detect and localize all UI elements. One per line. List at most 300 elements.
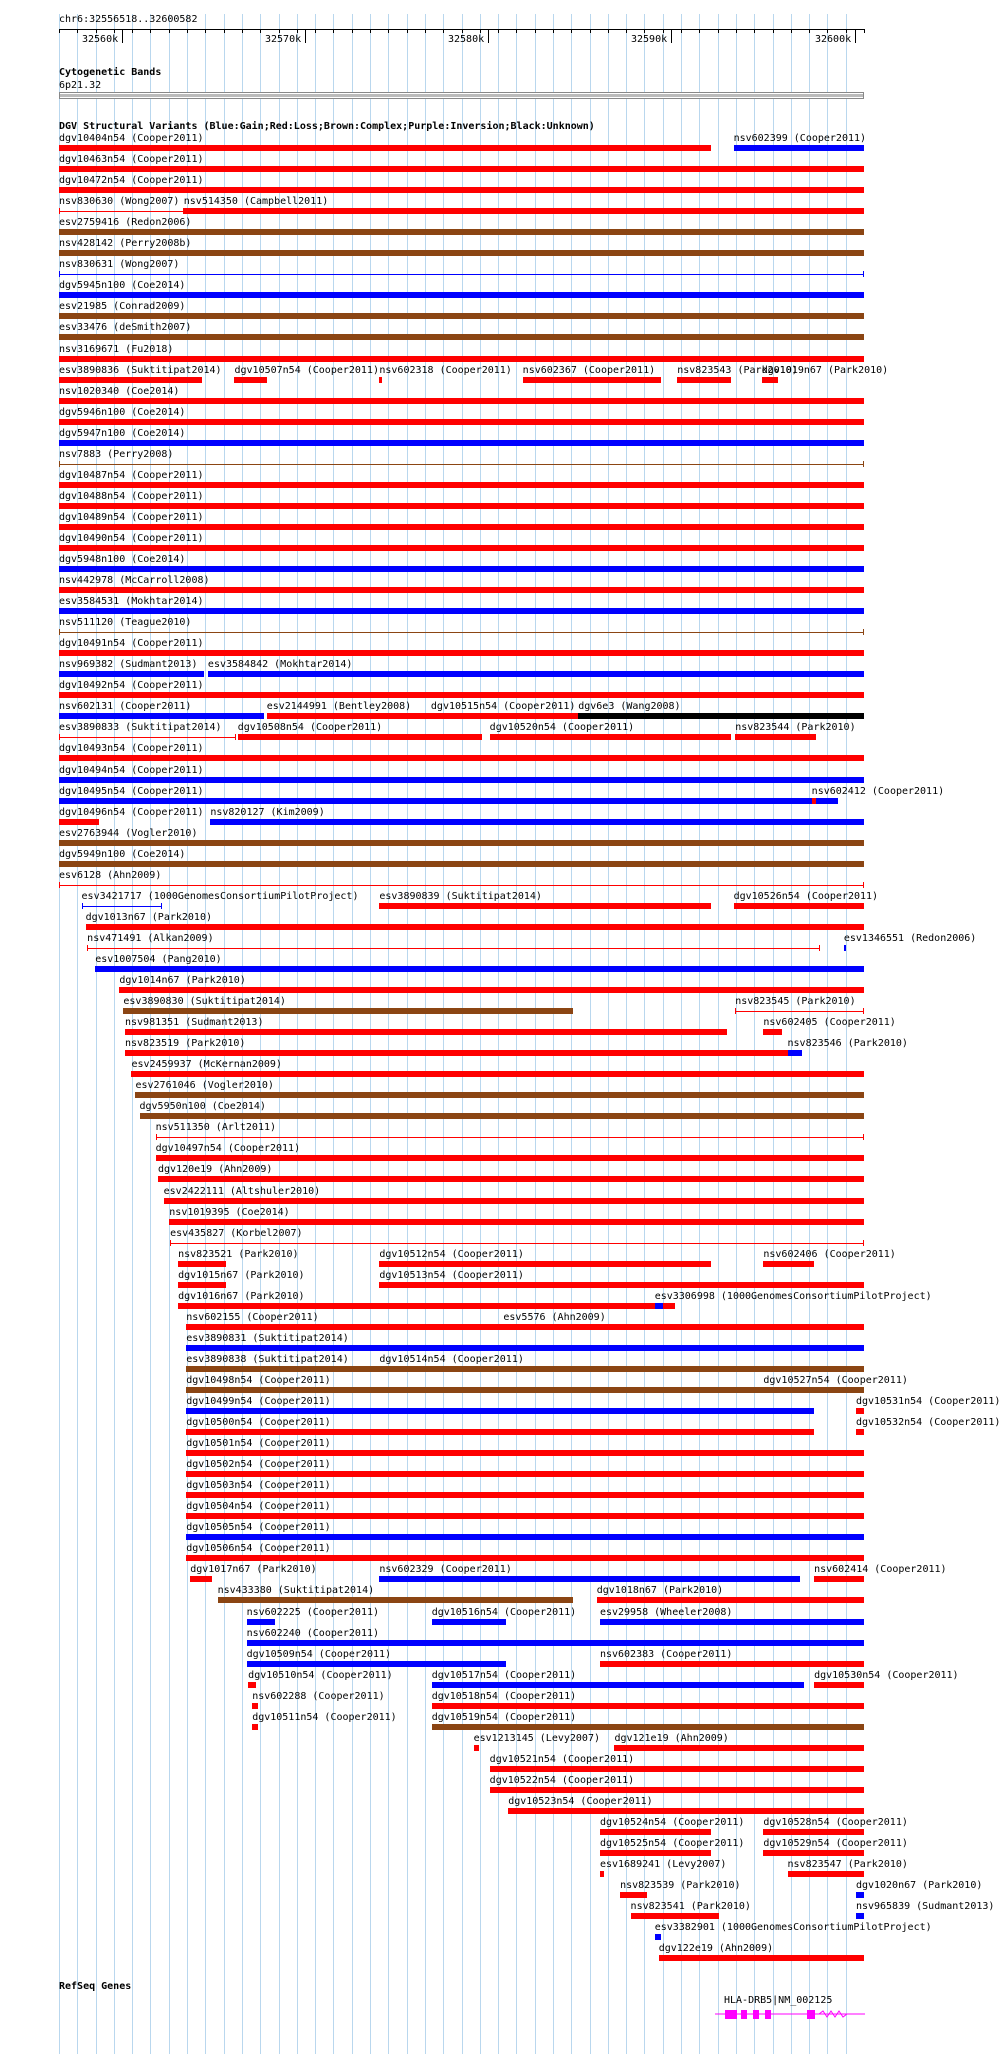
variant-bar-gain[interactable] bbox=[82, 906, 163, 907]
variant-label[interactable]: nsv3169671 (Fu2018) bbox=[59, 343, 174, 355]
variant-bar-complex[interactable] bbox=[59, 250, 864, 256]
variant-bar-gain[interactable] bbox=[59, 274, 864, 275]
variant-bar-loss[interactable] bbox=[59, 377, 202, 383]
variant-bar-loss[interactable] bbox=[87, 948, 820, 949]
variant-label[interactable]: dgv10508n54 (Cooper2011) bbox=[237, 722, 383, 734]
ruler-minor-tick bbox=[846, 29, 847, 33]
cyto-band-bar[interactable] bbox=[59, 92, 864, 99]
variant-label[interactable]: dgv10518n54 (Cooper2011) bbox=[431, 1690, 577, 1702]
variant-bar-gain[interactable] bbox=[788, 1050, 802, 1056]
variant-label[interactable]: nsv823521 (Park2010) bbox=[178, 1248, 299, 1260]
variant-bar-loss[interactable] bbox=[252, 1724, 258, 1730]
variant-bar-loss[interactable] bbox=[156, 1137, 864, 1138]
grid-line bbox=[96, 14, 97, 2054]
ruler-tick-label: 32590k bbox=[631, 34, 668, 45]
variant-bar-loss[interactable] bbox=[59, 545, 864, 551]
variant-label[interactable]: dgv120e19 (Ahn2009) bbox=[158, 1164, 273, 1176]
variant-bar-unknown[interactable] bbox=[578, 713, 864, 719]
variant-label[interactable]: esv29958 (Wheeler2008) bbox=[599, 1606, 733, 1618]
variant-label[interactable]: esv5576 (Ahn2009) bbox=[503, 1311, 606, 1323]
variant-bar-loss[interactable] bbox=[59, 650, 864, 656]
variant-label[interactable]: esv1007504 (Pang2010) bbox=[95, 953, 222, 965]
variant-label[interactable]: nsv511120 (Teague2010) bbox=[59, 617, 192, 629]
variant-label[interactable]: nsv511350 (Arlt2011) bbox=[155, 1122, 277, 1134]
variant-label[interactable]: dgv10532n54 (Cooper2011) bbox=[855, 1417, 1000, 1429]
variant-bar-loss[interactable] bbox=[169, 1219, 864, 1225]
variant-label[interactable]: dgv10523n54 (Cooper2011) bbox=[508, 1795, 653, 1807]
variant-label[interactable]: esv2144991 (Bentley2008) bbox=[266, 701, 412, 713]
variant-bar-loss[interactable] bbox=[600, 1661, 864, 1667]
variant-label[interactable]: dgv10505n54 (Cooper2011) bbox=[186, 1522, 331, 1534]
variant-label[interactable]: esv3890838 (Suktitipat2014) bbox=[186, 1353, 349, 1365]
variant-label[interactable]: nsv823547 (Park2010) bbox=[787, 1859, 908, 1871]
variant-label[interactable]: dgv5947n100 (Coe2014) bbox=[59, 427, 186, 439]
variant-label[interactable]: esv2759416 (Redon2006) bbox=[59, 217, 192, 229]
variant-label[interactable]: dgv1018n67 (Park2010) bbox=[596, 1585, 724, 1597]
variant-label[interactable]: dgv10529n54 (Cooper2011) bbox=[763, 1838, 908, 1850]
variant-label[interactable]: nsv471491 (Alkan2009) bbox=[87, 932, 214, 944]
variant-label[interactable]: dgv10527n54 (Cooper2011) bbox=[763, 1374, 908, 1386]
variant-label[interactable]: nsv602131 (Cooper2011) bbox=[59, 701, 192, 713]
variant-label[interactable]: dgv10514n54 (Cooper2011) bbox=[379, 1353, 524, 1365]
ruler-minor-tick bbox=[114, 29, 115, 33]
variant-label[interactable]: esv3890833 (Suktitipat2014) bbox=[59, 722, 222, 734]
variant-bar-loss[interactable] bbox=[659, 1955, 864, 1961]
variant-bar-loss[interactable] bbox=[59, 503, 864, 509]
variant-bar-loss[interactable] bbox=[178, 1303, 675, 1309]
variant-bar-complex[interactable] bbox=[140, 1113, 865, 1119]
variant-label[interactable]: dgv10489n54 (Cooper2011) bbox=[59, 511, 204, 523]
variant-bar-loss[interactable] bbox=[620, 1892, 647, 1898]
variant-bar-loss[interactable] bbox=[190, 1576, 212, 1582]
ruler-minor-tick bbox=[516, 29, 517, 33]
variant-bar-gain[interactable] bbox=[247, 1640, 864, 1646]
variant-label[interactable]: nsv602318 (Cooper2011) bbox=[379, 364, 512, 376]
variant-label[interactable]: nsv602155 (Cooper2011) bbox=[186, 1311, 319, 1323]
variant-bar-loss[interactable] bbox=[597, 1597, 864, 1603]
variant-bar-loss[interactable] bbox=[59, 356, 864, 362]
ruler-minor-tick bbox=[754, 29, 755, 33]
variant-label[interactable]: esv6128 (Ahn2009) bbox=[59, 869, 162, 881]
variant-label[interactable]: dgv1016n67 (Park2010) bbox=[178, 1290, 305, 1302]
variant-bar-gain[interactable] bbox=[856, 1892, 864, 1898]
variant-label[interactable]: esv3890839 (Suktitipat2014) bbox=[379, 890, 542, 902]
variant-label[interactable]: dgv5945n100 (Coe2014) bbox=[59, 280, 186, 292]
variant-label[interactable]: nsv433380 (Suktitipat2014) bbox=[217, 1585, 375, 1597]
variant-bar-complex[interactable] bbox=[59, 464, 864, 465]
variant-bar-gain[interactable] bbox=[734, 145, 864, 151]
variant-bar-complex[interactable] bbox=[59, 229, 864, 235]
variant-label[interactable]: nsv965839 (Sudmant2013) bbox=[855, 1901, 995, 1913]
variant-bar-gain[interactable] bbox=[59, 777, 864, 783]
variant-label[interactable]: dgv10463n54 (Cooper2011) bbox=[59, 154, 204, 166]
variant-label[interactable]: dgv10515n54 (Cooper2011) bbox=[430, 701, 576, 713]
variant-bar-loss[interactable] bbox=[763, 1029, 782, 1035]
variant-bar-loss[interactable] bbox=[186, 1324, 506, 1330]
variant-bar-gain[interactable] bbox=[59, 798, 838, 804]
variant-label[interactable]: nsv981351 (Sudmant2013) bbox=[125, 1017, 264, 1029]
variant-bar-loss[interactable] bbox=[814, 1682, 864, 1688]
cyto-track-title: Cytogenetic Bands bbox=[59, 67, 162, 78]
variant-label[interactable]: esv21985 (Conrad2009) bbox=[59, 301, 186, 313]
variant-label[interactable]: esv33476 (deSmith2007) bbox=[59, 322, 192, 334]
variant-label[interactable]: nsv602406 (Cooper2011) bbox=[763, 1248, 896, 1260]
ruler-minor-tick bbox=[681, 29, 682, 33]
variant-label[interactable]: dgv1014n67 (Park2010) bbox=[119, 975, 246, 986]
variant-bar-loss[interactable] bbox=[763, 1850, 864, 1856]
variant-label[interactable]: nsv602288 (Cooper2011) bbox=[252, 1690, 385, 1702]
variant-label[interactable]: dgv10502n54 (Cooper2011) bbox=[186, 1459, 331, 1471]
variant-label[interactable]: nsv514350 (Campbell2011) bbox=[183, 196, 329, 208]
variant-bar-complex[interactable] bbox=[135, 1092, 864, 1098]
variant-label[interactable]: dgv10531n54 (Cooper2011) bbox=[855, 1396, 1000, 1407]
ruler-tick bbox=[122, 29, 123, 43]
variant-bar-loss[interactable] bbox=[186, 1555, 864, 1561]
variant-label[interactable]: dgv10487n54 (Cooper2011) bbox=[59, 469, 204, 481]
variant-label[interactable]: dgv10503n54 (Cooper2011) bbox=[186, 1480, 331, 1492]
variant-label[interactable]: dgv10504n54 (Cooper2011) bbox=[186, 1501, 331, 1513]
variant-bar-loss[interactable] bbox=[614, 1745, 864, 1751]
variant-label[interactable]: dgv10495n54 (Cooper2011) bbox=[59, 785, 204, 797]
variant-label[interactable]: esv1689241 (Levy2007) bbox=[599, 1859, 727, 1871]
variant-bar-loss[interactable] bbox=[59, 524, 864, 530]
ruler-minor-tick bbox=[96, 29, 97, 33]
variant-label[interactable]: esv3584842 (Mokhtar2014) bbox=[207, 659, 353, 671]
variant-bar-loss[interactable] bbox=[490, 1766, 864, 1772]
variant-label[interactable]: dgv1013n67 (Park2010) bbox=[85, 911, 212, 923]
variant-label[interactable]: esv1213145 (Levy2007) bbox=[473, 1732, 600, 1744]
variant-bar-gain[interactable] bbox=[59, 713, 264, 719]
variant-label[interactable]: nsv602405 (Cooper2011) bbox=[763, 1017, 896, 1029]
variant-bar-loss[interactable] bbox=[812, 798, 816, 804]
variant-label[interactable]: nsv830630 (Wong2007) bbox=[59, 196, 180, 208]
variant-bar-gain[interactable] bbox=[59, 440, 864, 446]
variant-label[interactable]: nsv830631 (Wong2007) bbox=[59, 259, 180, 271]
variant-label[interactable]: nsv823544 (Park2010) bbox=[735, 722, 856, 734]
ruler-tick bbox=[671, 29, 672, 43]
variant-label[interactable]: dgv10490n54 (Cooper2011) bbox=[59, 532, 204, 544]
ruler-minor-tick bbox=[297, 29, 298, 33]
variant-bar-cap bbox=[235, 734, 236, 740]
variant-bar-gain[interactable] bbox=[59, 292, 864, 298]
variant-label[interactable]: esv3890836 (Suktitipat2014) bbox=[59, 364, 222, 376]
variant-bar-complex[interactable] bbox=[379, 1366, 864, 1372]
refseq-gene-structure[interactable] bbox=[715, 2004, 865, 2024]
variant-bar-loss[interactable] bbox=[158, 1176, 864, 1182]
variant-bar-loss[interactable] bbox=[379, 903, 711, 909]
variant-label[interactable]: dgv10472n54 (Cooper2011) bbox=[59, 175, 204, 187]
ruler-minor-tick bbox=[224, 29, 225, 33]
variant-label[interactable]: esv2763944 (Vogler2010) bbox=[59, 827, 198, 839]
variant-label[interactable]: esv3890830 (Suktitipat2014) bbox=[123, 996, 286, 1008]
variant-label[interactable]: dgv10524n54 (Cooper2011) bbox=[599, 1817, 745, 1828]
variant-label[interactable]: esv3890831 (Suktitipat2014) bbox=[186, 1332, 349, 1344]
variant-bar-gain[interactable] bbox=[432, 1619, 506, 1625]
variant-bar-loss[interactable] bbox=[490, 734, 732, 740]
variant-bar-gain[interactable] bbox=[247, 1661, 506, 1667]
variant-bar-gain[interactable] bbox=[59, 608, 864, 614]
variant-bar-gain[interactable] bbox=[247, 1619, 275, 1625]
variant-bar-gain[interactable] bbox=[655, 1934, 661, 1940]
variant-bar-loss[interactable] bbox=[600, 1829, 711, 1835]
variant-bar-complex[interactable] bbox=[123, 1008, 572, 1014]
variant-label[interactable]: nsv442978 (McCarroll2008) bbox=[59, 575, 210, 587]
variant-bar-cap bbox=[863, 629, 864, 635]
variant-label[interactable]: nsv823546 (Park2010) bbox=[787, 1038, 908, 1050]
variant-bar-loss[interactable] bbox=[59, 187, 864, 193]
variant-bar-loss[interactable] bbox=[735, 734, 816, 740]
variant-label[interactable]: nsv820127 (Kim2009) bbox=[210, 806, 325, 818]
ruler-minor-tick bbox=[59, 29, 60, 33]
variant-bar-loss[interactable] bbox=[186, 1471, 864, 1477]
variant-label[interactable]: nsv823543 (Park2010) bbox=[677, 364, 798, 376]
variant-label[interactable]: dgv121e19 (Ahn2009) bbox=[614, 1732, 729, 1744]
variant-label[interactable]: dgv10525n54 (Cooper2011) bbox=[599, 1838, 745, 1850]
variant-label[interactable]: dgv10530n54 (Cooper2011) bbox=[814, 1669, 959, 1681]
variant-bar-gain[interactable] bbox=[379, 1576, 799, 1582]
ruler-tick bbox=[305, 29, 306, 43]
ruler-minor-tick bbox=[443, 29, 444, 33]
variant-bar-gain[interactable] bbox=[856, 1913, 864, 1919]
refseq-gene-label[interactable]: HLA-DRB5|NM_002125 bbox=[724, 1995, 833, 2006]
variant-bar-cap bbox=[59, 734, 60, 740]
variant-bar-loss[interactable] bbox=[125, 1050, 788, 1056]
variant-label[interactable]: dgv5948n100 (Coe2014) bbox=[59, 554, 186, 565]
grid-line bbox=[114, 14, 115, 2054]
variant-bar-cap bbox=[87, 945, 88, 951]
variant-bar-gain[interactable] bbox=[186, 1345, 864, 1351]
variant-label[interactable]: dgv10520n54 (Cooper2011) bbox=[489, 722, 635, 734]
variant-bar-complex[interactable] bbox=[59, 334, 864, 340]
variant-bar-complex[interactable] bbox=[59, 632, 864, 633]
variant-bar-loss[interactable] bbox=[131, 1071, 864, 1077]
variant-label[interactable]: esv2422111 (Altshuler2010) bbox=[163, 1185, 321, 1197]
variant-label[interactable]: dgv10506n54 (Cooper2011) bbox=[186, 1543, 331, 1555]
variant-bar-complex[interactable] bbox=[59, 840, 864, 846]
variant-bar-loss[interactable] bbox=[252, 1703, 258, 1709]
variant-bar-complex[interactable] bbox=[763, 1387, 864, 1393]
variant-bar-loss[interactable] bbox=[186, 1429, 814, 1435]
variant-label[interactable]: esv435827 (Korbel2007) bbox=[170, 1227, 303, 1239]
variant-bar-loss[interactable] bbox=[734, 903, 864, 909]
grid-line bbox=[77, 14, 78, 2054]
variant-bar-loss[interactable] bbox=[186, 1450, 864, 1456]
variant-bar-loss[interactable] bbox=[59, 145, 711, 151]
variant-bar-loss[interactable] bbox=[178, 1261, 226, 1267]
variant-bar-loss[interactable] bbox=[238, 734, 482, 740]
variant-bar-loss[interactable] bbox=[59, 692, 864, 698]
variant-label[interactable]: dgv10492n54 (Cooper2011) bbox=[59, 680, 204, 692]
variant-label[interactable]: dgv1019n67 (Park2010) bbox=[761, 364, 889, 376]
variant-bar-loss[interactable] bbox=[379, 377, 381, 383]
variant-label[interactable]: dgv10526n54 (Cooper2011) bbox=[733, 890, 879, 902]
variant-bar-loss[interactable] bbox=[474, 1745, 480, 1751]
variant-label[interactable]: dgv1020n67 (Park2010) bbox=[855, 1880, 983, 1892]
variant-label[interactable]: esv1346551 (Redon2006) bbox=[843, 932, 977, 944]
variant-bar-complex[interactable] bbox=[186, 1387, 763, 1393]
variant-bar-cap bbox=[863, 461, 864, 467]
variant-label[interactable]: dgv5949n100 (Coe2014) bbox=[59, 848, 186, 860]
variant-bar-loss[interactable] bbox=[178, 1282, 226, 1288]
variant-bar-gain[interactable] bbox=[432, 1682, 804, 1688]
ruler-tick-label: 32560k bbox=[82, 34, 119, 45]
variant-label[interactable]: dgv10521n54 (Cooper2011) bbox=[489, 1753, 635, 1765]
variant-label[interactable]: nsv602399 (Cooper2011) bbox=[733, 133, 867, 144]
variant-label[interactable]: esv3421717 (1000GenomesConsortiumPilotProject) bbox=[81, 890, 359, 902]
variant-label[interactable]: nsv823545 (Park2010) bbox=[735, 996, 856, 1008]
variant-label[interactable]: esv3584531 (Mokhtar2014) bbox=[59, 596, 204, 608]
variant-label[interactable]: dgv10500n54 (Cooper2011) bbox=[186, 1417, 331, 1429]
variant-bar-loss[interactable] bbox=[59, 211, 184, 212]
variant-bar-gain[interactable] bbox=[600, 1619, 864, 1625]
variant-label[interactable]: nsv602412 (Cooper2011) bbox=[811, 785, 945, 797]
variant-bar-loss[interactable] bbox=[788, 1871, 864, 1877]
variant-bar-loss[interactable] bbox=[184, 208, 864, 214]
variant-label[interactable]: nsv7883 (Perry2008) bbox=[59, 448, 174, 460]
variant-label[interactable]: dgv1015n67 (Park2010) bbox=[178, 1269, 305, 1281]
variant-label[interactable]: nsv969382 (Sudmant2013) bbox=[59, 659, 198, 671]
variant-bar-loss[interactable] bbox=[59, 819, 99, 825]
variant-label[interactable]: nsv823519 (Park2010) bbox=[125, 1038, 246, 1050]
variant-label[interactable]: dgv10491n54 (Cooper2011) bbox=[59, 638, 204, 650]
variant-bar-loss[interactable] bbox=[164, 1198, 864, 1204]
variant-label[interactable]: dgv1017n67 (Park2010) bbox=[190, 1564, 317, 1576]
variant-label[interactable]: dgv10511n54 (Cooper2011) bbox=[252, 1711, 397, 1723]
variant-bar-complex[interactable] bbox=[218, 1597, 573, 1603]
variant-label[interactable]: nsv602414 (Cooper2011) bbox=[814, 1564, 947, 1576]
variant-label[interactable]: dgv5946n100 (Coe2014) bbox=[59, 406, 186, 418]
variant-bar-complex[interactable] bbox=[432, 1724, 864, 1730]
variant-bar-loss[interactable] bbox=[59, 885, 864, 886]
variant-label[interactable]: dgv10510n54 (Cooper2011) bbox=[248, 1669, 393, 1681]
ruler-minor-tick bbox=[571, 29, 572, 33]
variant-label[interactable]: dgv10522n54 (Cooper2011) bbox=[489, 1774, 635, 1786]
variant-bar-loss[interactable] bbox=[125, 1029, 727, 1035]
variant-bar-loss[interactable] bbox=[186, 1513, 864, 1519]
variant-label[interactable]: dgv10507n54 (Cooper2011) bbox=[234, 364, 379, 376]
variant-bar-loss[interactable] bbox=[248, 1682, 256, 1688]
variant-bar-gain[interactable] bbox=[59, 566, 864, 572]
variant-bar-complex[interactable] bbox=[59, 861, 864, 867]
variant-bar-cap bbox=[59, 271, 60, 277]
variant-label[interactable]: esv2761046 (Vogler2010) bbox=[135, 1080, 274, 1092]
variant-bar-complex[interactable] bbox=[59, 313, 864, 319]
variant-bar-gain[interactable] bbox=[844, 945, 846, 951]
variant-bar-loss[interactable] bbox=[59, 166, 864, 172]
variant-bar-loss[interactable] bbox=[170, 1243, 864, 1244]
variant-label[interactable]: dgv10512n54 (Cooper2011) bbox=[379, 1248, 524, 1260]
variant-label[interactable]: nsv823539 (Park2010) bbox=[620, 1880, 741, 1892]
variant-bar-loss[interactable] bbox=[156, 1155, 864, 1161]
variant-label[interactable]: dgv10496n54 (Cooper2011) bbox=[59, 806, 204, 818]
variant-label[interactable]: nsv428142 (Perry2008b) bbox=[59, 238, 192, 250]
variant-label[interactable]: dgv10517n54 (Cooper2011) bbox=[431, 1669, 577, 1681]
variant-bar-loss[interactable] bbox=[677, 377, 731, 383]
variant-bar-loss[interactable] bbox=[267, 713, 431, 719]
variant-bar-gain[interactable] bbox=[208, 671, 864, 677]
variant-bar-loss[interactable] bbox=[762, 377, 778, 383]
variant-label[interactable]: nsv602383 (Cooper2011) bbox=[599, 1648, 733, 1660]
variant-label[interactable]: esv3382901 (1000GenomesConsortiumPilotProject) bbox=[654, 1922, 932, 1934]
variant-bar-gain[interactable] bbox=[186, 1534, 864, 1540]
variant-bar-loss[interactable] bbox=[86, 924, 864, 930]
variant-label[interactable]: dgv6e3 (Wang2008) bbox=[578, 701, 681, 713]
variant-bar-loss[interactable] bbox=[503, 1324, 864, 1330]
variant-label[interactable]: dgv10499n54 (Cooper2011) bbox=[186, 1396, 331, 1407]
variant-bar-gain[interactable] bbox=[186, 1408, 814, 1414]
variant-label[interactable]: nsv1019395 (Coe2014) bbox=[169, 1206, 290, 1218]
variant-label[interactable]: dgv10493n54 (Cooper2011) bbox=[59, 743, 204, 755]
variant-label[interactable]: nsv823541 (Park2010) bbox=[630, 1901, 751, 1913]
variant-label[interactable]: nsv1020340 (Coe2014) bbox=[59, 385, 180, 397]
variant-bar-loss[interactable] bbox=[735, 1011, 864, 1012]
variant-label[interactable]: esv3306998 (1000GenomesConsortiumPilotProject) bbox=[654, 1290, 932, 1302]
variant-label[interactable]: dgv5950n100 (Coe2014) bbox=[139, 1101, 266, 1113]
variant-bar-loss[interactable] bbox=[814, 1576, 864, 1582]
variant-bar-loss[interactable] bbox=[234, 377, 266, 383]
variant-bar-loss[interactable] bbox=[59, 755, 864, 761]
variant-label[interactable]: dgv10519n54 (Cooper2011) bbox=[431, 1711, 577, 1723]
variant-bar-loss[interactable] bbox=[432, 1703, 864, 1709]
variant-label[interactable]: dgv10509n54 (Cooper2011) bbox=[246, 1648, 392, 1660]
variant-bar-loss[interactable] bbox=[59, 737, 236, 738]
variant-bar-loss[interactable] bbox=[119, 987, 864, 993]
variant-label[interactable]: dgv10404n54 (Cooper2011) bbox=[59, 133, 204, 144]
variant-label[interactable]: dgv10501n54 (Cooper2011) bbox=[186, 1438, 331, 1450]
variant-bar-gain[interactable] bbox=[95, 966, 864, 972]
variant-bar-loss[interactable] bbox=[59, 587, 864, 593]
variant-label[interactable]: esv2459937 (McKernan2009) bbox=[131, 1059, 282, 1071]
variant-bar-loss[interactable] bbox=[431, 713, 578, 719]
variant-bar-loss[interactable] bbox=[856, 1408, 864, 1414]
ruler-minor-tick bbox=[388, 29, 389, 33]
variant-bar-loss[interactable] bbox=[763, 1261, 814, 1267]
variant-bar-loss[interactable] bbox=[763, 1829, 864, 1835]
variant-bar-gain[interactable] bbox=[210, 819, 864, 825]
variant-bar-loss[interactable] bbox=[856, 1429, 864, 1435]
variant-bar-loss[interactable] bbox=[379, 1261, 711, 1267]
variant-bar-loss[interactable] bbox=[508, 1808, 864, 1814]
variant-bar-gain[interactable] bbox=[59, 671, 204, 677]
variant-label[interactable]: dgv10494n54 (Cooper2011) bbox=[59, 764, 204, 776]
variant-bar-loss[interactable] bbox=[600, 1871, 604, 1877]
variant-label[interactable]: dgv10498n54 (Cooper2011) bbox=[186, 1374, 331, 1386]
variant-label[interactable]: nsv602367 (Cooper2011) bbox=[522, 364, 656, 376]
variant-bar-loss[interactable] bbox=[631, 1913, 720, 1919]
variant-label[interactable]: nsv602240 (Cooper2011) bbox=[246, 1627, 380, 1639]
variant-bar-loss[interactable] bbox=[59, 419, 864, 425]
variant-label[interactable]: dgv10528n54 (Cooper2011) bbox=[763, 1817, 908, 1828]
variant-label[interactable]: dgv10497n54 (Cooper2011) bbox=[155, 1143, 301, 1155]
variant-label[interactable]: nsv602225 (Cooper2011) bbox=[246, 1606, 380, 1618]
variant-label[interactable]: dgv122e19 (Ahn2009) bbox=[658, 1943, 774, 1955]
variant-bar-loss[interactable] bbox=[59, 398, 864, 404]
variant-label[interactable]: dgv10516n54 (Cooper2011) bbox=[431, 1606, 577, 1618]
variant-bar-cap bbox=[59, 882, 60, 888]
grid-line bbox=[59, 14, 60, 2054]
variant-bar-gain[interactable] bbox=[655, 1303, 663, 1309]
variant-bar-loss[interactable] bbox=[186, 1492, 864, 1498]
variant-bar-loss[interactable] bbox=[379, 1282, 864, 1288]
variant-bar-loss[interactable] bbox=[490, 1787, 864, 1793]
variant-bar-complex[interactable] bbox=[186, 1366, 379, 1372]
variant-bar-loss[interactable] bbox=[523, 377, 661, 383]
variant-bar-loss[interactable] bbox=[59, 482, 864, 488]
variant-label[interactable]: dgv10488n54 (Cooper2011) bbox=[59, 490, 204, 502]
variant-label[interactable]: dgv10513n54 (Cooper2011) bbox=[379, 1269, 524, 1281]
variant-bar-loss[interactable] bbox=[600, 1850, 711, 1856]
variant-label[interactable]: nsv602329 (Cooper2011) bbox=[379, 1564, 512, 1576]
